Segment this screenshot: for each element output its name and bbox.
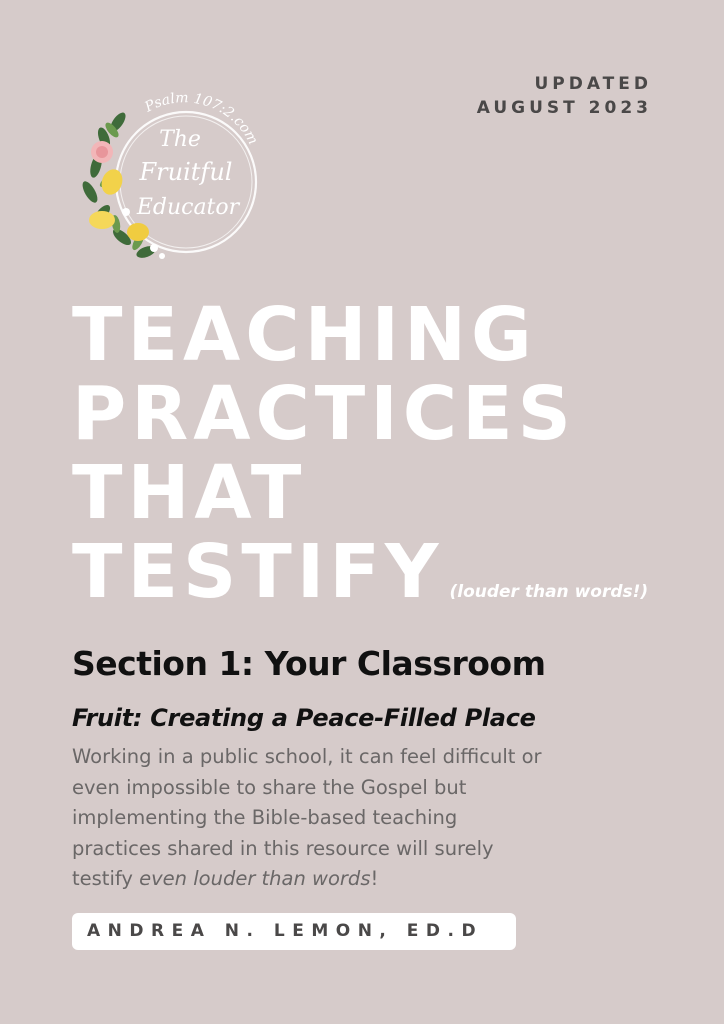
title-line-2: PRACTICES bbox=[72, 371, 576, 457]
title-line-4 bbox=[72, 529, 649, 632]
title-line-3: THAT bbox=[72, 450, 307, 536]
body-line-1: Working in a public school, it can feel difficult or bbox=[72, 745, 542, 768]
updated-month: AUGUST 2023 bbox=[476, 98, 652, 118]
body-line-3: implementing the Bible-based teaching bbox=[72, 806, 458, 829]
logo-arc-text: Psalm 107:2.com bbox=[142, 90, 261, 148]
body-line-5-italic: even louder than words bbox=[139, 867, 371, 890]
logo-wreath-icon bbox=[78, 92, 268, 267]
logo-line3: Educator bbox=[136, 195, 240, 220]
title-testify: TESTIFY bbox=[72, 529, 444, 615]
fruit-heading: Fruit: Creating a Peace-Filled Place bbox=[72, 704, 536, 732]
title-line-1: TEACHING bbox=[72, 292, 537, 378]
body-line-4: practices shared in this resource will surely bbox=[72, 836, 494, 860]
body-line-2: even impossible to share the Gospel but bbox=[72, 775, 467, 799]
updated-label: UPDATED bbox=[534, 74, 652, 94]
body-line-5 bbox=[72, 864, 652, 895]
updated-date bbox=[477, 72, 652, 120]
fruitful-educator-logo bbox=[78, 92, 268, 267]
logo-line1: The bbox=[159, 127, 201, 152]
logo-line2: Fruitful bbox=[139, 158, 233, 186]
main-title bbox=[72, 292, 649, 632]
body-paragraph bbox=[72, 742, 652, 895]
body-line-5-start: testify bbox=[72, 867, 140, 890]
title-aside: (louder than words!) bbox=[449, 582, 649, 602]
section-heading: Section 1: Your Classroom bbox=[72, 644, 546, 683]
body-line-5-end: ! bbox=[370, 867, 379, 890]
author-badge: ANDREA N. LEMON, ED.D bbox=[72, 913, 516, 950]
